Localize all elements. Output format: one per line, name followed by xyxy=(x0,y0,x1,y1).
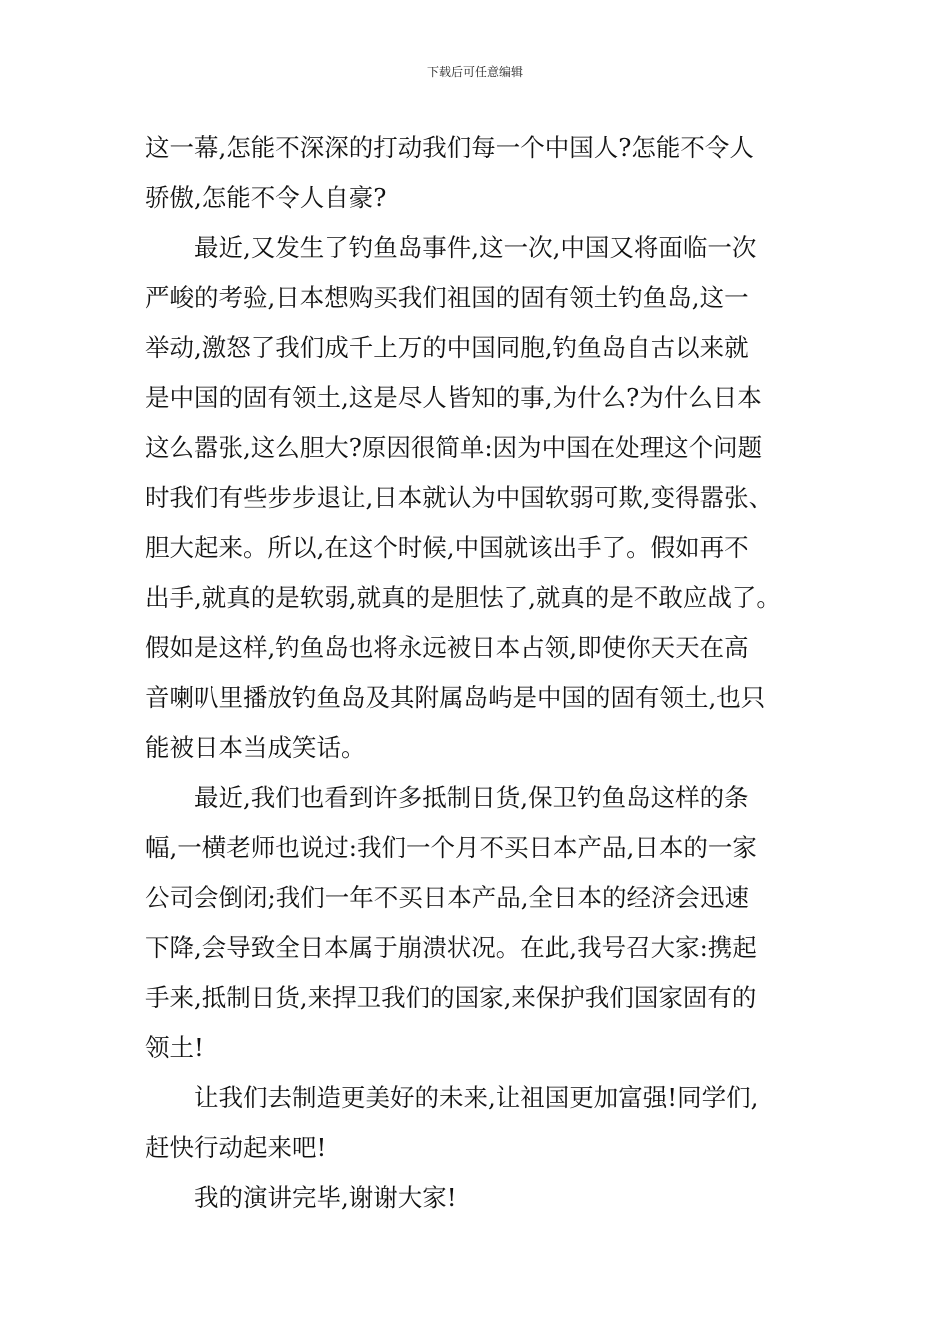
body-line: 公司会倒闭;我们一年不买日本产品,全日本的经济会迅速 xyxy=(145,883,750,912)
body-line: 手来,抵制日货,来捍卫我们的国家,来保护我们国家固有的 xyxy=(145,983,757,1012)
body-line: 出手,就真的是软弱,就真的是胆怯了,就真的是不敢应战了。 xyxy=(145,583,781,612)
paragraph-first-line: 最近,又发生了钓鱼岛事件,这一次,中国又将面临一次 xyxy=(194,233,757,262)
body-line: 严峻的考验,日本想购买我们祖国的固有领土钓鱼岛,这一 xyxy=(145,283,749,312)
paragraph-first-line: 我的演讲完毕,谢谢大家! xyxy=(194,1183,457,1212)
body-line: 是中国的固有领土,这是尽人皆知的事,为什么?为什么日本 xyxy=(145,383,762,412)
page-header: 下载后可任意编辑 xyxy=(426,65,523,79)
body-line: 幅,一横老师也说过:我们一个月不买日本产品,日本的一家 xyxy=(145,833,757,862)
body-line: 赶快行动起来吧! xyxy=(145,1133,327,1162)
body-line: 时我们有些步步退让,日本就认为中国软弱可欺,变得嚣张、 xyxy=(145,483,774,512)
body-line: 音喇叭里播放钓鱼岛及其附属岛屿是中国的固有领土,也只 xyxy=(145,683,766,712)
body-line: 这么嚣张,这么胆大?原因很简单:因为中国在处理这个问题 xyxy=(145,433,763,462)
body-line: 下降,会导致全日本属于崩溃状况。在此,我号召大家:携起 xyxy=(145,933,757,962)
body-line: 这一幕,怎能不深深的打动我们每一个中国人?怎能不令人 xyxy=(145,133,754,162)
body-line: 骄傲,怎能不令人自豪? xyxy=(145,183,387,212)
paragraph-first-line: 最近,我们也看到许多抵制日货,保卫钓鱼岛这样的条 xyxy=(194,783,749,812)
body-line: 领土! xyxy=(145,1033,204,1062)
body-line: 举动,激怒了我们成千上万的中国同胞,钓鱼岛自古以来就 xyxy=(145,333,749,362)
body-line: 能被日本当成笑话。 xyxy=(145,733,366,762)
body-line: 胆大起来。所以,在这个时候,中国就该出手了。假如再不 xyxy=(145,533,749,562)
paragraph-first-line: 让我们去制造更美好的未来,让祖国更加富强!同学们, xyxy=(194,1083,759,1112)
body-line: 假如是这样,钓鱼岛也将永远被日本占领,即使你天天在高 xyxy=(145,633,749,662)
